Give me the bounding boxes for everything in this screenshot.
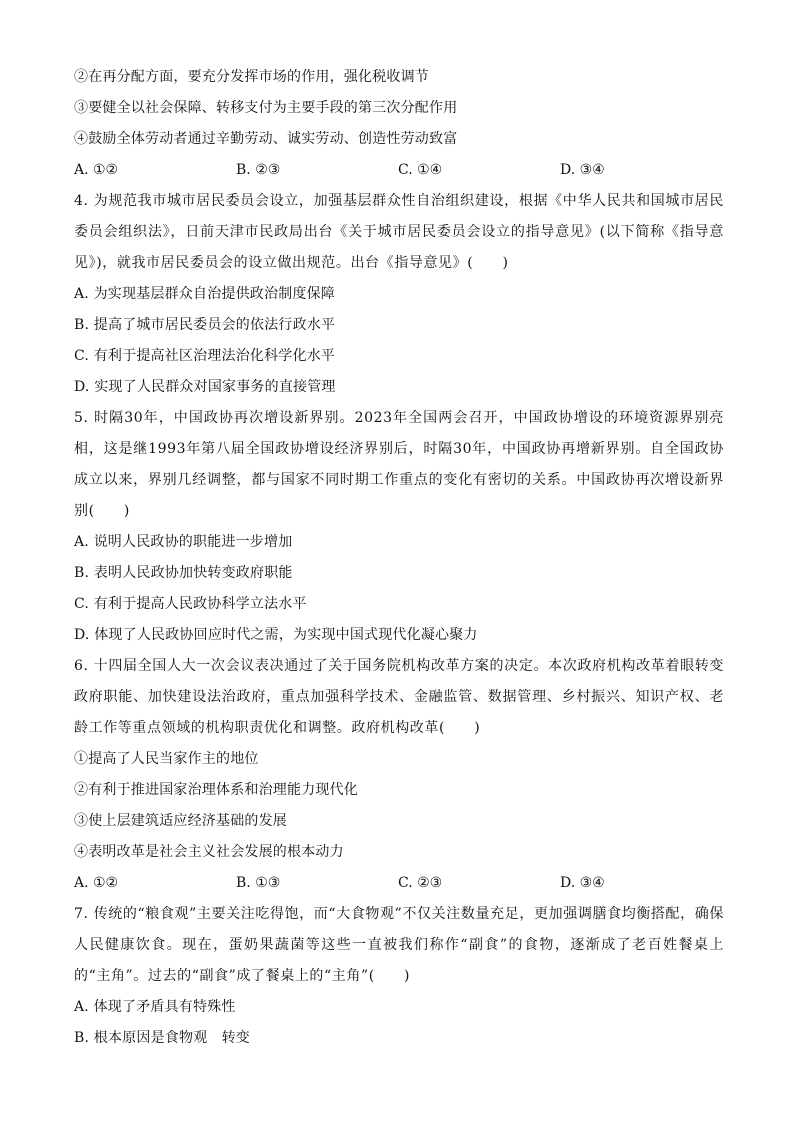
statement: ③使上层建筑适应经济基础的发展	[74, 813, 287, 829]
option-c: C. 有利于提高社区治理法治化科学化水平	[74, 348, 336, 364]
question-5	[74, 403, 724, 651]
choice-c: C. ①④	[398, 162, 443, 178]
statement: ④表明改革是社会主义社会发展的根本动力	[74, 844, 344, 860]
question-stem: 5. 时隔30年，中国政协再次增设新界别。2023年全国两会召开，中国政协增设的环境资源界别亮相，这是继1993年第八届全国政协增设经济界别后，时隔30年，中国政协再增新界别。自全国政协成立以来，界别几经调整，都与国家不同时期工作重点的变化有密切的关系。中国政协再次增设新界别( )	[74, 410, 724, 519]
answer-choices	[74, 868, 724, 899]
question-6	[74, 651, 724, 899]
statement: ②在再分配方面，要充分发挥市场的作用，强化税收调节	[74, 69, 429, 85]
exam-page	[74, 62, 724, 1054]
question-stem: 6. 十四届全国人大一次会议表决通过了关于国务院机构改革方案的决定。本次政府机构改革着眼转变政府职能、加快建设法治政府，重点加强科学技术、金融监管、数据管理、乡村振兴、知识产权、老龄工作等重点领域的机构职责优化和调整。政府机构改革( )	[74, 658, 724, 736]
choice-a: A. ①②	[74, 162, 119, 178]
statement: ③要健全以社会保障、转移支付为主要手段的第三次分配作用	[74, 100, 458, 116]
question-3-tail	[74, 62, 724, 186]
choice-c: C. ②③	[398, 875, 443, 891]
option-a: A. 为实现基层群众自治提供政治制度保障	[74, 286, 336, 302]
option-d: D. 实现了人民群众对国家事务的直接管理	[74, 379, 336, 395]
choice-d: D. ③④	[560, 162, 605, 178]
question-4	[74, 186, 724, 403]
question-stem: 7. 传统的“粮食观”主要关注吃得饱，而“大食物观”不仅关注数量充足，更加强调膳食均衡搭配，确保人民健康饮食。现在，蛋奶果蔬菌等这些一直被我们称作“副食”的食物，逐渐成了老百姓餐桌上的“主角”。过去的“副食”成了餐桌上的“主角”( )	[74, 906, 724, 984]
option-b: B. 提高了城市居民委员会的依法行政水平	[74, 317, 336, 333]
choice-b: B. ①③	[236, 875, 281, 891]
choice-a: A. ①②	[74, 875, 119, 891]
statement: ②有利于推进国家治理体系和治理能力现代化	[74, 782, 358, 798]
option-a: A. 说明人民政协的职能进一步增加	[74, 534, 293, 550]
option-b: B. 根本原因是食物观 转变	[74, 1030, 250, 1046]
option-b: B. 表明人民政协加快转变政府职能	[74, 565, 293, 581]
choice-b: B. ②③	[236, 162, 281, 178]
question-stem: 4. 为规范我市城市居民委员会设立，加强基层群众性自治组织建设，根据《中华人民共和国城市居民委员会组织法》，日前天津市民政局出台《关于城市居民委员会设立的指导意见》(以下简称《指导意见》)，就我市居民委员会的设立做出规范。出台《指导意见》( )	[74, 193, 724, 271]
question-7	[74, 899, 724, 1054]
option-c: C. 有利于提高人民政协科学立法水平	[74, 596, 307, 612]
statement: ④鼓励全体劳动者通过辛勤劳动、诚实劳动、创造性劳动致富	[74, 131, 458, 147]
choice-d: D. ③④	[560, 875, 605, 891]
statement: ①提高了人民当家作主的地位	[74, 751, 259, 767]
option-d: D. 体现了人民政协回应时代之需，为实现中国式现代化凝心聚力	[74, 627, 478, 643]
answer-choices	[74, 155, 724, 186]
option-a: A. 体现了矛盾具有特殊性	[74, 999, 236, 1015]
